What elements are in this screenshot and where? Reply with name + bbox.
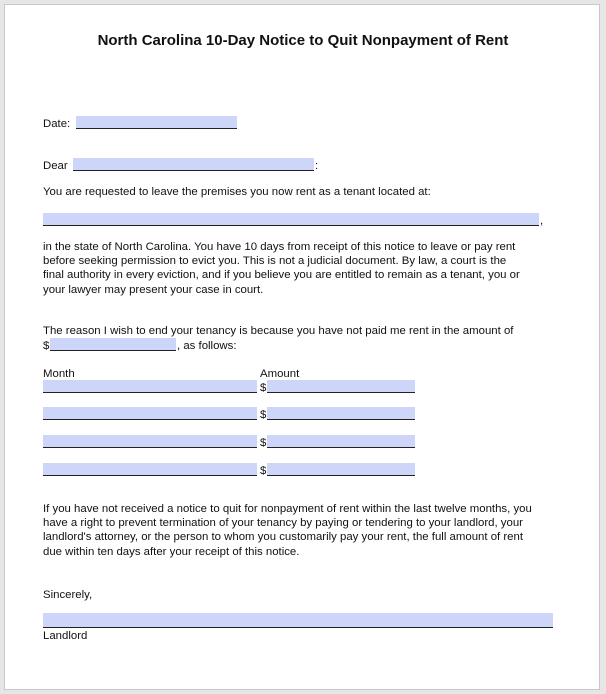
currency-symbol: $ xyxy=(43,340,50,352)
month-column-header: Month xyxy=(43,368,75,380)
paragraph-line: have a right to prevent termination of your tenancy by paying or tendering to your landlord, your xyxy=(43,517,523,530)
date-field[interactable] xyxy=(76,116,237,129)
eviction-notice-paragraph xyxy=(43,240,583,297)
amount-field[interactable] xyxy=(267,463,415,476)
reason-text: The reason I wish to end your tenancy is because you have not paid me rent in the amount of xyxy=(43,325,514,337)
as-follows-text: , as follows: xyxy=(177,340,237,352)
dear-label: Dear xyxy=(43,160,68,172)
amount-field[interactable] xyxy=(267,407,415,420)
landlord-label: Landlord xyxy=(43,630,88,642)
month-field[interactable] xyxy=(43,463,257,476)
right-to-cure-paragraph xyxy=(43,502,588,559)
paragraph-line: your lawyer may present your case in court. xyxy=(43,283,264,296)
row-currency-symbol: $ xyxy=(260,409,267,421)
amount-column-header: Amount xyxy=(260,368,300,380)
paragraph-line: landlord's attorney, or the person to whom you customarily pay your rent, the full amount of rent xyxy=(43,531,523,544)
month-field[interactable] xyxy=(43,407,257,420)
paragraph-line: final authority in every eviction, and if you believe you are entitled to remain as a tenant, you or xyxy=(43,269,520,282)
request-text: You are requested to leave the premises you now rent as a tenant located at: xyxy=(43,186,431,198)
amount-field[interactable] xyxy=(267,380,415,393)
paragraph-line: due within ten days after your receipt of this notice. xyxy=(43,545,300,558)
row-currency-symbol: $ xyxy=(260,465,267,477)
address-comma: , xyxy=(540,215,544,227)
dear-colon: : xyxy=(315,160,319,172)
row-currency-symbol: $ xyxy=(260,437,267,449)
amount-field[interactable] xyxy=(267,435,415,448)
paragraph-line: If you have not received a notice to quit for nonpayment of rent within the last twelve months, you xyxy=(43,503,532,515)
paragraph-line: before seeking permission to evict you. This is not a judicial document. By law, a court is the xyxy=(43,255,507,268)
amount-owed-field[interactable] xyxy=(50,338,176,351)
row-currency-symbol: $ xyxy=(260,382,267,394)
date-label: Date: xyxy=(43,118,71,130)
document-page xyxy=(4,4,600,690)
recipient-name-field[interactable] xyxy=(73,158,314,171)
document-title: North Carolina 10-Day Notice to Quit Nonpayment of Rent xyxy=(97,32,509,49)
month-field[interactable] xyxy=(43,435,257,448)
paragraph-line: in the state of North Carolina. You have 10 days from receipt of this notice to leave or pay rent xyxy=(43,241,516,253)
month-field[interactable] xyxy=(43,380,257,393)
premises-address-field[interactable] xyxy=(43,213,539,226)
closing-text: Sincerely, xyxy=(43,589,93,601)
landlord-signature-field[interactable] xyxy=(43,613,553,628)
